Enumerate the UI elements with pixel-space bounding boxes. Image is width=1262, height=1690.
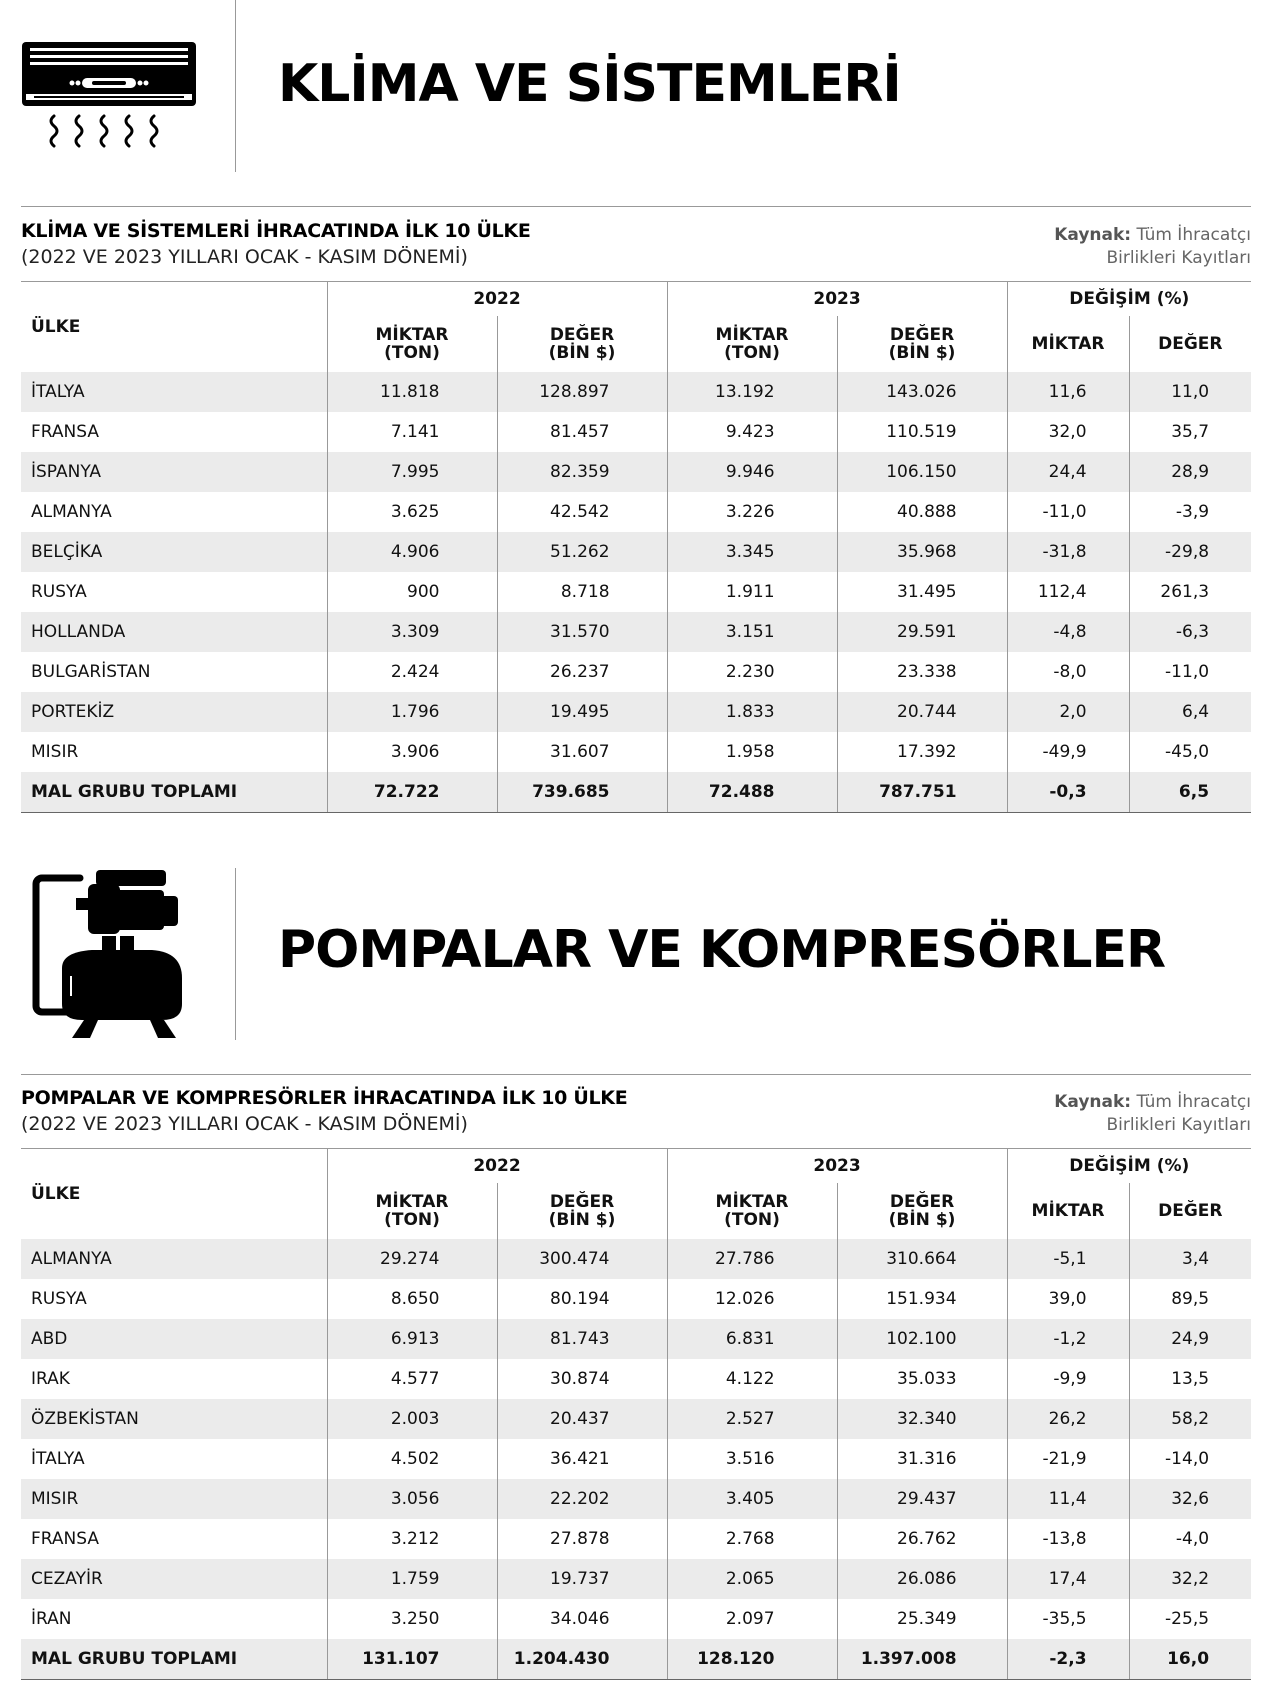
table-row: İRAN 3.250 34.046 2.097 25.349 -35,5 -25,5 [21,1599,1251,1639]
header-change-qty: MİKTAR [1007,316,1129,372]
table-row: IRAK 4.577 30.874 4.122 35.033 -9,9 13,5 [21,1359,1251,1399]
table-row: İSPANYA 7.995 82.359 9.946 106.150 24,4 28,9 [21,452,1251,492]
header-change-val: DEĞER [1129,316,1251,372]
header-country: ÜLKE [21,282,327,373]
section-rule [21,206,1251,207]
header-qty-2022: MİKTAR (TON) [327,316,497,372]
table-title: POMPALAR VE KOMPRESÖRLER İHRACATINDA İLK 10 ÜLKE [21,1087,628,1109]
header-qty-2023: MİKTAR (TON) [667,1183,837,1239]
header-year-2022: 2022 [327,1149,667,1184]
export-table [21,1148,1251,1680]
source-label: Kaynak: [1054,1092,1132,1112]
header-year-2022: 2022 [327,282,667,317]
air-conditioner-icon [20,40,198,150]
header-change-qty: MİKTAR [1007,1183,1129,1239]
header-change-val: DEĞER [1129,1183,1251,1239]
table-row: HOLLANDA 3.309 31.570 3.151 29.591 -4,8 -6,3 [21,612,1251,652]
source-line1: Tüm İhracatçı [1136,225,1251,245]
source-note [1054,224,1251,270]
table-title: KLİMA VE SİSTEMLERİ İHRACATINDA İLK 10 ÜLKE [21,220,531,242]
table-total-row: MAL GRUBU TOPLAMI 72.722 739.685 72.488 787.751 -0,3 6,5 [21,772,1251,813]
table-subtitle: (2022 VE 2023 YILLARI OCAK - KASIM DÖNEMİ) [21,246,468,268]
source-line2: Birlikleri Kayıtları [1106,1115,1251,1135]
table-row: FRANSA 3.212 27.878 2.768 26.762 -13,8 -4,0 [21,1519,1251,1559]
table-row: FRANSA 7.141 81.457 9.423 110.519 32,0 35,7 [21,412,1251,452]
table-row: ALMANYA 3.625 42.542 3.226 40.888 -11,0 -3,9 [21,492,1251,532]
table-row: MISIR 3.906 31.607 1.958 17.392 -49,9 -45,0 [21,732,1251,772]
header-val-2022: DEĞER (BİN $) [497,316,667,372]
title-divider [235,0,236,172]
table-subtitle: (2022 VE 2023 YILLARI OCAK - KASIM DÖNEMİ) [21,1113,468,1135]
title-divider [235,868,236,1040]
source-line1: Tüm İhracatçı [1136,1092,1251,1112]
section-title: POMPALAR VE KOMPRESÖRLER [278,920,1166,980]
table-total-row: MAL GRUBU TOPLAMI 131.107 1.204.430 128.120 1.397.008 -2,3 16,0 [21,1639,1251,1680]
source-note [1054,1091,1251,1137]
table-row: ALMANYA 29.274 300.474 27.786 310.664 -5,1 3,4 [21,1239,1251,1279]
water-pump-icon [32,868,184,1040]
table-row: İTALYA 4.502 36.421 3.516 31.316 -21,9 -14,0 [21,1439,1251,1479]
table-row: MISIR 3.056 22.202 3.405 29.437 11,4 32,6 [21,1479,1251,1519]
source-line2: Birlikleri Kayıtları [1106,248,1251,268]
table-row: BELÇİKA 4.906 51.262 3.345 35.968 -31,8 -29,8 [21,532,1251,572]
table-row: RUSYA 8.650 80.194 12.026 151.934 39,0 89,5 [21,1279,1251,1319]
table-row: BULGARİSTAN 2.424 26.237 2.230 23.338 -8,0 -11,0 [21,652,1251,692]
header-change: DEĞİŞİM (%) [1007,1149,1251,1184]
header-qty-2022: MİKTAR (TON) [327,1183,497,1239]
table-row: İTALYA 11.818 128.897 13.192 143.026 11,6 11,0 [21,372,1251,412]
table-row: RUSYA 900 8.718 1.911 31.495 112,4 261,3 [21,572,1251,612]
section-title: KLİMA VE SİSTEMLERİ [278,54,901,114]
source-label: Kaynak: [1054,225,1132,245]
table-row: ÖZBEKİSTAN 2.003 20.437 2.527 32.340 26,2 58,2 [21,1399,1251,1439]
table-row: PORTEKİZ 1.796 19.495 1.833 20.744 2,0 6,4 [21,692,1251,732]
table-row: CEZAYİR 1.759 19.737 2.065 26.086 17,4 32,2 [21,1559,1251,1599]
header-year-2023: 2023 [667,1149,1007,1184]
header-val-2023: DEĞER (BİN $) [837,316,1007,372]
export-table [21,281,1251,813]
section-rule [21,1074,1251,1075]
header-val-2023: DEĞER (BİN $) [837,1183,1007,1239]
header-country: ÜLKE [21,1149,327,1240]
header-year-2023: 2023 [667,282,1007,317]
header-change: DEĞİŞİM (%) [1007,282,1251,317]
header-qty-2023: MİKTAR (TON) [667,316,837,372]
table-row: ABD 6.913 81.743 6.831 102.100 -1,2 24,9 [21,1319,1251,1359]
header-val-2022: DEĞER (BİN $) [497,1183,667,1239]
